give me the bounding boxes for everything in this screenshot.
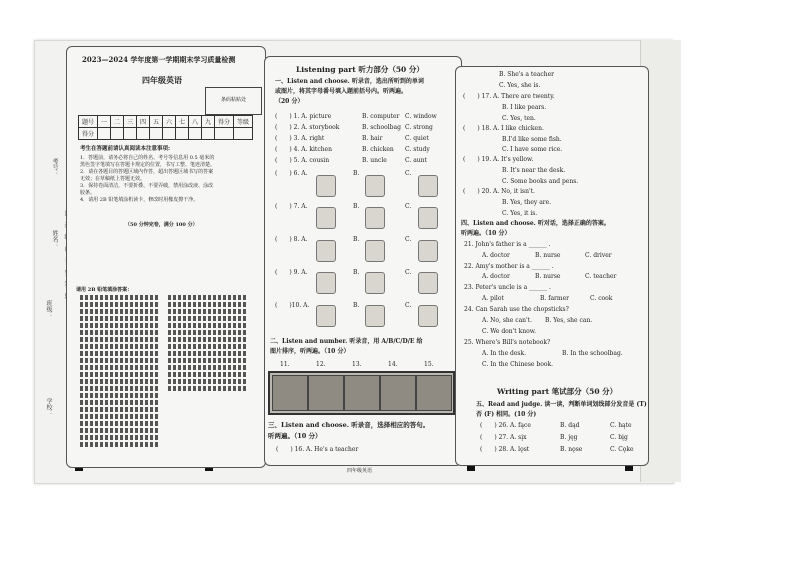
notice-line: 2．请在各题目的答题区域内作答，超出答题区域书写的答案 — [80, 169, 214, 175]
option: C. In the Chinese book. — [482, 361, 554, 368]
section4-title: 四、Listen and choose. 听对话，选择正确的答案。 — [461, 220, 610, 227]
option-b: B. computer — [362, 113, 400, 120]
alignment-mark — [467, 466, 475, 471]
option: C. We don't know. — [482, 328, 537, 335]
picture-option-icon — [365, 272, 385, 294]
option-b: B. nǫse — [560, 446, 583, 453]
question-22[interactable]: 22. Amy's mother is a ______ . — [464, 263, 554, 270]
picture-option-icon — [316, 175, 336, 197]
school-label: 学校： — [45, 398, 52, 416]
question-row[interactable]: ( ) 4. A. kitchen — [275, 146, 332, 153]
answer-line: B. She's a teacher — [499, 71, 555, 78]
section5-title-2: 否 (F) 相同。(10 分) — [476, 411, 537, 418]
picture-option-icon — [316, 207, 336, 229]
answer-line: C. Yes, she is. — [499, 82, 541, 89]
option: C. teacher — [585, 273, 617, 280]
option-c: C. Cǫke — [610, 446, 634, 453]
section1-points: （20 分） — [275, 98, 304, 105]
score-cell: 等级 — [234, 116, 253, 128]
option-c: C. aunt — [405, 157, 427, 164]
option: B. nurse — [535, 252, 561, 259]
option-c: C. — [405, 269, 412, 276]
answer-bubble-area[interactable] — [80, 295, 255, 455]
question-23[interactable]: 23. Peter's uncle is a ______ . — [464, 284, 551, 291]
option: B. Yes, she can. — [545, 317, 593, 324]
option-c: C. study — [405, 146, 430, 153]
option-c: C. window — [405, 113, 437, 120]
class-label: 班级： — [45, 300, 52, 318]
answer-line: C. I have some rice. — [502, 146, 563, 153]
picture-option-icon — [316, 272, 336, 294]
page-footer: 四年级英语 — [347, 468, 373, 474]
picture-option-icon — [365, 207, 385, 229]
option: B. In the schoolbag. — [562, 350, 623, 357]
exam-no-label: 考号： — [51, 158, 58, 176]
question-28[interactable]: ( ) 28. A. lǫst — [480, 446, 530, 453]
option-b: B. — [353, 302, 360, 309]
subject-title: 四年级英语 — [142, 75, 182, 85]
picture-option-icon — [365, 240, 385, 262]
notice-line: 4．请用 2B 铅笔填涂机读卡，修改时用橡皮擦干净。 — [80, 197, 199, 203]
score-table-header-row — [79, 116, 253, 128]
score-table-score-row — [79, 128, 253, 140]
alignment-mark — [625, 466, 633, 471]
score-cell: 七 — [176, 116, 189, 128]
option-b: B. schoolbag — [362, 124, 401, 131]
option: C. cook — [590, 295, 613, 302]
option: A. In the desk. — [482, 350, 527, 357]
picture-option-icon — [418, 175, 438, 197]
score-cell: 八 — [189, 116, 202, 128]
notice-line: 无效；在草稿纸上答题无效。 — [80, 176, 146, 182]
question-25[interactable]: 25. Where's Bill's notebook? — [464, 339, 551, 346]
answer-line: B. I like pears. — [502, 104, 547, 111]
picture-option-icon — [418, 305, 438, 327]
option-c: C. — [405, 203, 412, 210]
strip-picture — [272, 375, 308, 411]
option-b: B. chicken — [362, 146, 394, 153]
section2-title: 二、Listen and number. 听录音，用 A/B/C/D/E 给 — [270, 338, 423, 345]
strip-picture — [344, 375, 380, 411]
option: A. doctor — [482, 273, 510, 280]
picture-option-icon — [418, 207, 438, 229]
section2-title-2: 图片排序，听两遍。（10 分） — [270, 348, 350, 355]
question-row[interactable]: ( ) 2. A. storybook — [275, 124, 340, 131]
option-b: B. hair — [362, 135, 383, 142]
time-note: （50 分钟完卷，满分 100 分） — [125, 222, 198, 228]
barcode-box — [205, 87, 262, 115]
picture-option-icon — [365, 175, 385, 197]
section3-title: 三、Listen and choose. 听录音，选择相应的答句。 — [268, 421, 430, 429]
question-row[interactable]: ( ) 16. A. He's a teacher — [276, 446, 359, 453]
option-b: B. — [353, 269, 360, 276]
answer-line: B. Yes, they are. — [502, 199, 552, 206]
option-b: B. jęg — [560, 434, 578, 441]
score-cell: 得分 — [215, 116, 234, 128]
strip-picture — [416, 375, 452, 411]
order-number: 15. — [424, 361, 434, 368]
notice-line: 3．保持卷面清洁，不要折叠、不要弄破，禁用涂改液、涂改 — [80, 183, 214, 189]
answer-line: B.I'd like some fish. — [502, 136, 562, 143]
option: A. No, she can't. — [482, 317, 532, 324]
notice-line: 黑色签字笔填写在答题卡规定的位置，书写工整、笔迹清楚。 — [80, 162, 216, 168]
option-c: C. strong — [405, 124, 433, 131]
option-b: B. uncle — [362, 157, 387, 164]
picture-option-icon — [418, 272, 438, 294]
question-24[interactable]: 24. Can Sarah use the chopsticks? — [464, 306, 569, 313]
year-title: 2023—2024 学年度第一学期期末学习质量检测 — [82, 55, 236, 64]
answer-line[interactable]: ( ) 18. A. I like chicken. — [463, 125, 544, 132]
option-c: C. bįg — [610, 434, 628, 441]
option-c: C. hąte — [610, 422, 632, 429]
answer-line: B. It's near the desk. — [502, 167, 566, 174]
option-b: B. — [353, 236, 360, 243]
order-number: 12. — [316, 361, 326, 368]
option-c: C. — [405, 236, 412, 243]
order-number: 11. — [280, 361, 290, 368]
strip-picture — [380, 375, 416, 411]
question-27[interactable]: ( ) 27. A. sįx — [480, 434, 527, 441]
score-cell: 六 — [163, 116, 176, 128]
question-row[interactable]: ( ) 9. A. — [275, 269, 308, 276]
picture-option-icon — [365, 305, 385, 327]
notice-body — [80, 155, 260, 204]
answer-line: C. Some books and pens. — [502, 178, 579, 185]
section1-title-2: 或图片，将其字母番号填入题前括号内。听两遍。 — [275, 88, 408, 95]
notice-line: 胶条。 — [80, 190, 96, 196]
order-number: 14. — [388, 361, 398, 368]
picture-option-icon — [316, 305, 336, 327]
fill-hint: 请用 2B 铅笔填涂答案： — [76, 287, 133, 293]
answer-line[interactable]: ( ) 17. A. There are twenty. — [463, 93, 555, 100]
name-label: 姓名： — [51, 230, 58, 248]
question-row[interactable]: ( ) 1. A. picture — [275, 113, 332, 120]
option-c: C. — [405, 302, 412, 309]
question-26[interactable]: ( ) 26. A. fące — [480, 422, 531, 429]
answer-line[interactable]: ( ) 20. A. No, it isn't. — [463, 188, 535, 195]
option-b: B. dąd — [560, 422, 580, 429]
section3-title-2: 听两遍。（10 分） — [268, 432, 322, 440]
score-cell: 二 — [111, 116, 124, 128]
notice-line: 1．答题前，请务必将自己的姓名、考号等信息用 0.5 毫米的 — [80, 155, 215, 161]
answer-line[interactable]: ( ) 19. A. It's yellow. — [463, 156, 534, 163]
picture-option-icon — [316, 240, 336, 262]
question-row[interactable]: ( )10. A. — [275, 302, 310, 309]
question-row[interactable]: ( ) 3. A. right — [275, 135, 325, 142]
score-cell: 得分 — [79, 128, 98, 140]
option: B. nurse — [535, 273, 561, 280]
score-table — [78, 115, 253, 140]
score-cell: 九 — [202, 116, 215, 128]
score-cell: 四 — [137, 116, 150, 128]
score-cell: 题号 — [79, 116, 98, 128]
option: A. pilot — [482, 295, 504, 302]
option-b: B. — [353, 170, 360, 177]
answer-line: C. Yes, it is. — [502, 210, 538, 217]
question-row[interactable]: ( ) 8. A. — [275, 236, 308, 243]
notice-title: 考生在答题前请认真阅读本注意事项: — [80, 146, 171, 152]
option-c: C. quiet — [405, 135, 429, 142]
question-row[interactable]: ( ) 5. A. cousin — [275, 157, 330, 164]
listening-title: Listening part 听力部分（50 分） — [296, 65, 424, 74]
section1-title: 一、Listen and choose. 听录音，选出所听到的单词 — [275, 78, 424, 85]
option-b: B. — [353, 203, 360, 210]
option-c: C. — [405, 170, 412, 177]
question-21[interactable]: 21. John's father is a ______ . — [464, 241, 551, 248]
score-cell: 三 — [124, 116, 137, 128]
barcode-box-label: 条码粘贴处 — [220, 97, 246, 103]
score-cell: 五 — [150, 116, 163, 128]
strip-picture — [308, 375, 344, 411]
writing-title: Writing part 笔试部分（50 分） — [497, 387, 618, 396]
answer-line: C. Yes, ten. — [502, 115, 536, 122]
picture-strip — [268, 371, 455, 415]
question-row[interactable]: ( ) 7. A. — [275, 203, 308, 210]
question-row[interactable]: ( ) 6. A. — [275, 170, 308, 177]
score-cell: 一 — [98, 116, 111, 128]
section5-title: 五、Read and judge. 读一读，判断单词划线部分发音是 (T) — [476, 401, 647, 408]
picture-option-icon — [418, 240, 438, 262]
option: B. farmer — [540, 295, 569, 302]
order-number: 13. — [352, 361, 362, 368]
option: A. doctor — [482, 252, 510, 259]
section4-title-2: 听两遍。（10 分） — [461, 230, 511, 237]
option: C. driver — [585, 252, 612, 259]
